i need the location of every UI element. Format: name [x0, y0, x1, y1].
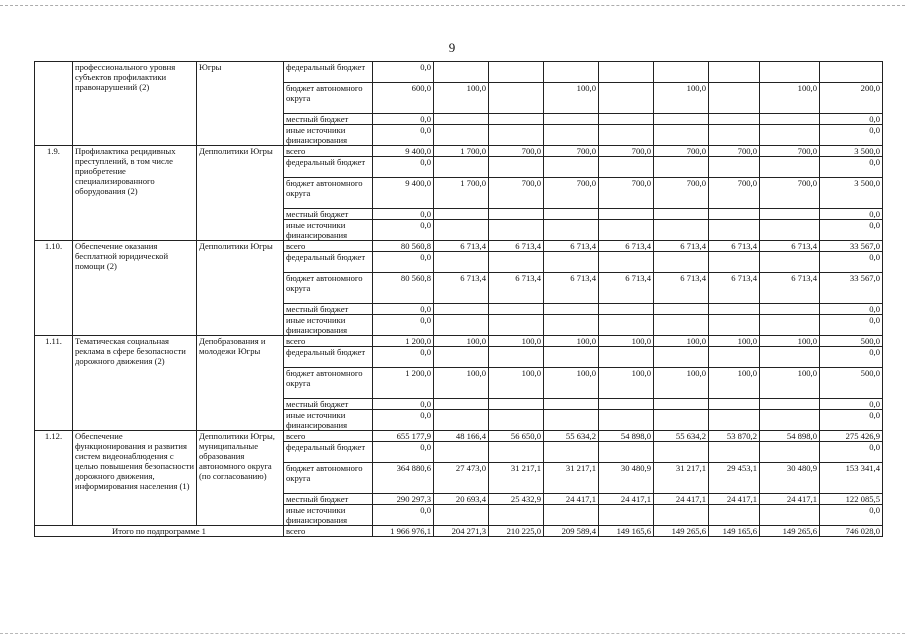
amount-cell — [709, 252, 760, 273]
amount-cell — [760, 505, 820, 526]
amount-cell — [599, 157, 654, 178]
amount-cell — [654, 220, 709, 241]
amount-cell: 100,0 — [760, 83, 820, 114]
funding-source-cell: всего — [284, 241, 373, 252]
scan-edge-bottom — [0, 633, 905, 634]
amount-cell — [760, 209, 820, 220]
amount-cell — [709, 114, 760, 125]
amount-cell: 500,0 — [820, 336, 883, 347]
funding-source-cell: местный бюджет — [284, 494, 373, 505]
amount-cell: 500,0 — [820, 368, 883, 399]
amount-cell: 100,0 — [654, 336, 709, 347]
executor-cell: Депполитики Югры — [197, 241, 284, 336]
amount-cell: 100,0 — [599, 368, 654, 399]
funding-source-cell: всего — [284, 336, 373, 347]
amount-cell: 29 453,1 — [709, 463, 760, 494]
amount-cell: 0,0 — [820, 505, 883, 526]
amount-cell: 700,0 — [709, 146, 760, 157]
total-row — [35, 526, 883, 537]
amount-cell — [654, 252, 709, 273]
amount-cell: 56 650,0 — [489, 431, 544, 442]
amount-cell — [599, 410, 654, 431]
amount-cell: 48 166,4 — [434, 431, 489, 442]
total-amount-cell: 149 165,6 — [709, 526, 760, 537]
row-number-cell: 1.9. — [35, 146, 73, 241]
amount-cell — [434, 209, 489, 220]
amount-cell — [434, 157, 489, 178]
amount-cell: 24 417,1 — [709, 494, 760, 505]
amount-cell — [760, 252, 820, 273]
amount-cell: 100,0 — [760, 336, 820, 347]
amount-cell — [760, 304, 820, 315]
amount-cell: 9 400,0 — [373, 178, 434, 209]
amount-cell — [544, 410, 599, 431]
amount-cell — [544, 125, 599, 146]
amount-cell — [489, 399, 544, 410]
amount-cell — [434, 114, 489, 125]
amount-cell — [760, 220, 820, 241]
amount-cell — [709, 304, 760, 315]
table-row — [35, 62, 883, 83]
amount-cell — [489, 347, 544, 368]
amount-cell: 700,0 — [654, 146, 709, 157]
amount-cell — [654, 399, 709, 410]
amount-cell — [654, 505, 709, 526]
amount-cell: 24 417,1 — [544, 494, 599, 505]
total-amount-cell: 149 265,6 — [760, 526, 820, 537]
amount-cell — [544, 157, 599, 178]
amount-cell: 0,0 — [820, 410, 883, 431]
amount-cell: 0,0 — [373, 220, 434, 241]
amount-cell: 100,0 — [760, 368, 820, 399]
amount-cell — [709, 315, 760, 336]
amount-cell — [599, 315, 654, 336]
amount-cell — [654, 62, 709, 83]
amount-cell: 0,0 — [373, 62, 434, 83]
amount-cell — [709, 410, 760, 431]
amount-cell: 0,0 — [820, 252, 883, 273]
amount-cell: 0,0 — [373, 125, 434, 146]
funding-source-cell: федеральный бюджет — [284, 157, 373, 178]
funding-source-cell: всего — [284, 146, 373, 157]
amount-cell — [599, 505, 654, 526]
funding-source-cell: бюджет автономного округа — [284, 83, 373, 114]
amount-cell: 0,0 — [820, 399, 883, 410]
amount-cell — [709, 209, 760, 220]
funding-source-cell: местный бюджет — [284, 304, 373, 315]
funding-source-cell: иные источники финансирования — [284, 505, 373, 526]
amount-cell — [489, 83, 544, 114]
budget-table — [34, 61, 883, 537]
amount-cell — [434, 304, 489, 315]
amount-cell — [709, 505, 760, 526]
amount-cell: 700,0 — [489, 178, 544, 209]
amount-cell: 0,0 — [373, 304, 434, 315]
amount-cell — [544, 304, 599, 315]
funding-source-cell: иные источники финансирования — [284, 125, 373, 146]
amount-cell: 1 700,0 — [434, 146, 489, 157]
funding-source-cell: федеральный бюджет — [284, 347, 373, 368]
total-amount-cell: 204 271,3 — [434, 526, 489, 537]
amount-cell: 700,0 — [544, 146, 599, 157]
amount-cell: 1 200,0 — [373, 336, 434, 347]
table-row — [35, 336, 883, 347]
amount-cell — [434, 252, 489, 273]
amount-cell — [599, 114, 654, 125]
amount-cell: 6 713,4 — [434, 241, 489, 252]
scan-edge-top — [0, 5, 905, 6]
amount-cell: 700,0 — [544, 178, 599, 209]
amount-cell — [760, 114, 820, 125]
funding-source-cell: федеральный бюджет — [284, 62, 373, 83]
amount-cell — [654, 125, 709, 146]
executor-cell: Депполитики Югры — [197, 146, 284, 241]
amount-cell: 100,0 — [599, 336, 654, 347]
amount-cell — [434, 62, 489, 83]
amount-cell: 655 177,9 — [373, 431, 434, 442]
amount-cell: 0,0 — [820, 315, 883, 336]
total-amount-cell: 209 589,4 — [544, 526, 599, 537]
amount-cell: 153 341,4 — [820, 463, 883, 494]
amount-cell: 122 085,5 — [820, 494, 883, 505]
amount-cell — [599, 399, 654, 410]
table-row — [35, 146, 883, 157]
amount-cell — [489, 442, 544, 463]
funding-source-cell: бюджет автономного округа — [284, 273, 373, 304]
amount-cell: 6 713,4 — [599, 241, 654, 252]
amount-cell — [709, 442, 760, 463]
amount-cell — [654, 315, 709, 336]
amount-cell — [544, 220, 599, 241]
amount-cell: 6 713,4 — [544, 241, 599, 252]
amount-cell: 100,0 — [489, 368, 544, 399]
amount-cell: 6 713,4 — [489, 273, 544, 304]
amount-cell — [599, 209, 654, 220]
amount-cell — [544, 252, 599, 273]
amount-cell: 700,0 — [599, 146, 654, 157]
amount-cell — [654, 410, 709, 431]
amount-cell — [760, 399, 820, 410]
amount-cell — [489, 220, 544, 241]
amount-cell: 0,0 — [820, 304, 883, 315]
amount-cell — [709, 347, 760, 368]
amount-cell — [434, 442, 489, 463]
amount-cell — [544, 442, 599, 463]
amount-cell — [434, 347, 489, 368]
executor-cell: Югры — [197, 62, 284, 146]
amount-cell — [709, 125, 760, 146]
amount-cell: 3 500,0 — [820, 178, 883, 209]
amount-cell: 100,0 — [434, 83, 489, 114]
amount-cell: 100,0 — [544, 336, 599, 347]
amount-cell: 33 567,0 — [820, 273, 883, 304]
amount-cell — [544, 505, 599, 526]
amount-cell — [760, 347, 820, 368]
row-number-cell: 1.10. — [35, 241, 73, 336]
amount-cell — [654, 347, 709, 368]
total-amount-cell: 746 028,0 — [820, 526, 883, 537]
amount-cell: 25 432,9 — [489, 494, 544, 505]
amount-cell: 0,0 — [373, 252, 434, 273]
amount-cell: 80 560,8 — [373, 273, 434, 304]
amount-cell: 700,0 — [654, 178, 709, 209]
amount-cell: 33 567,0 — [820, 241, 883, 252]
amount-cell — [434, 315, 489, 336]
funding-source-cell: бюджет автономного округа — [284, 368, 373, 399]
amount-cell: 0,0 — [373, 315, 434, 336]
amount-cell: 0,0 — [820, 125, 883, 146]
amount-cell: 100,0 — [434, 336, 489, 347]
amount-cell — [599, 442, 654, 463]
amount-cell: 0,0 — [820, 442, 883, 463]
funding-source-cell: федеральный бюджет — [284, 442, 373, 463]
amount-cell: 6 713,4 — [544, 273, 599, 304]
funding-source-cell: местный бюджет — [284, 114, 373, 125]
amount-cell: 364 880,6 — [373, 463, 434, 494]
amount-cell — [760, 125, 820, 146]
amount-cell — [434, 399, 489, 410]
amount-cell: 30 480,9 — [599, 463, 654, 494]
amount-cell: 100,0 — [654, 368, 709, 399]
amount-cell: 700,0 — [599, 178, 654, 209]
amount-cell: 0,0 — [373, 347, 434, 368]
amount-cell: 31 217,1 — [654, 463, 709, 494]
amount-cell: 0,0 — [373, 410, 434, 431]
amount-cell — [599, 304, 654, 315]
amount-cell: 27 473,0 — [434, 463, 489, 494]
amount-cell: 700,0 — [760, 178, 820, 209]
total-amount-cell: 149 165,6 — [599, 526, 654, 537]
amount-cell: 200,0 — [820, 83, 883, 114]
amount-cell: 100,0 — [489, 336, 544, 347]
amount-cell — [760, 410, 820, 431]
funding-source-cell: иные источники финансирования — [284, 220, 373, 241]
executor-cell: Депполитики Югры, муниципальные образования автономного округа (по согласованию) — [197, 431, 284, 526]
amount-cell — [599, 347, 654, 368]
amount-cell: 700,0 — [709, 178, 760, 209]
funding-source-cell: федеральный бюджет — [284, 252, 373, 273]
amount-cell: 600,0 — [373, 83, 434, 114]
amount-cell: 1 200,0 — [373, 368, 434, 399]
executor-cell: Депобразования и молодежи Югры — [197, 336, 284, 431]
amount-cell — [654, 114, 709, 125]
amount-cell: 100,0 — [434, 368, 489, 399]
amount-cell — [489, 505, 544, 526]
total-amount-cell: 210 225,0 — [489, 526, 544, 537]
amount-cell — [654, 157, 709, 178]
funding-source-cell: бюджет автономного округа — [284, 178, 373, 209]
activity-name-cell: Тематическая социальная реклама в сфере безопасности дорожного движения (2) — [73, 336, 197, 431]
amount-cell: 0,0 — [820, 220, 883, 241]
amount-cell — [489, 157, 544, 178]
amount-cell: 54 898,0 — [599, 431, 654, 442]
amount-cell: 6 713,4 — [654, 273, 709, 304]
amount-cell — [489, 125, 544, 146]
amount-cell — [709, 62, 760, 83]
amount-cell — [760, 157, 820, 178]
amount-cell: 0,0 — [373, 505, 434, 526]
activity-name-cell: Профилактика рецидивных преступлений, в том числе приобретение специализированного оборудования (2) — [73, 146, 197, 241]
page-number: 9 — [448, 40, 456, 55]
total-amount-cell: 149 265,6 — [654, 526, 709, 537]
amount-cell — [709, 220, 760, 241]
row-number-cell — [35, 62, 73, 146]
amount-cell: 0,0 — [373, 114, 434, 125]
amount-cell: 6 713,4 — [599, 273, 654, 304]
amount-cell: 31 217,1 — [544, 463, 599, 494]
amount-cell — [820, 62, 883, 83]
amount-cell — [760, 442, 820, 463]
total-label-cell: Итого по подпрограмме 1 — [35, 526, 284, 537]
amount-cell: 53 870,2 — [709, 431, 760, 442]
amount-cell: 6 713,4 — [760, 273, 820, 304]
amount-cell — [709, 83, 760, 114]
amount-cell: 100,0 — [709, 368, 760, 399]
amount-cell — [434, 505, 489, 526]
amount-cell — [489, 315, 544, 336]
funding-source-cell: иные источники финансирования — [284, 410, 373, 431]
amount-cell: 100,0 — [544, 368, 599, 399]
amount-cell: 20 693,4 — [434, 494, 489, 505]
amount-cell — [709, 399, 760, 410]
amount-cell — [434, 410, 489, 431]
funding-source-cell: бюджет автономного округа — [284, 463, 373, 494]
amount-cell: 3 500,0 — [820, 146, 883, 157]
amount-cell — [599, 125, 654, 146]
amount-cell — [599, 83, 654, 114]
funding-source-cell: всего — [284, 526, 373, 537]
amount-cell: 6 713,4 — [489, 241, 544, 252]
amount-cell: 0,0 — [373, 157, 434, 178]
activity-name-cell: Обеспечение оказания бесплатной юридической помощи (2) — [73, 241, 197, 336]
amount-cell — [544, 315, 599, 336]
amount-cell: 100,0 — [709, 336, 760, 347]
row-number-cell: 1.11. — [35, 336, 73, 431]
amount-cell: 100,0 — [544, 83, 599, 114]
amount-cell — [599, 62, 654, 83]
amount-cell — [760, 315, 820, 336]
amount-cell: 700,0 — [489, 146, 544, 157]
amount-cell — [760, 62, 820, 83]
amount-cell: 1 700,0 — [434, 178, 489, 209]
amount-cell: 9 400,0 — [373, 146, 434, 157]
amount-cell — [489, 62, 544, 83]
funding-source-cell: иные источники финансирования — [284, 315, 373, 336]
amount-cell: 0,0 — [820, 114, 883, 125]
amount-cell: 0,0 — [373, 209, 434, 220]
amount-cell: 54 898,0 — [760, 431, 820, 442]
amount-cell: 0,0 — [820, 347, 883, 368]
table-row — [35, 431, 883, 442]
amount-cell: 0,0 — [820, 209, 883, 220]
amount-cell — [654, 442, 709, 463]
amount-cell — [709, 157, 760, 178]
amount-cell — [489, 252, 544, 273]
amount-cell: 6 713,4 — [654, 241, 709, 252]
amount-cell — [544, 114, 599, 125]
activity-name-cell: профессионального уровня субъектов профилактики правонарушений (2) — [73, 62, 197, 146]
amount-cell: 6 713,4 — [434, 273, 489, 304]
amount-cell: 275 426,9 — [820, 431, 883, 442]
amount-cell — [544, 62, 599, 83]
table-row — [35, 241, 883, 252]
amount-cell: 100,0 — [654, 83, 709, 114]
amount-cell: 30 480,9 — [760, 463, 820, 494]
amount-cell — [489, 410, 544, 431]
amount-cell — [654, 304, 709, 315]
amount-cell: 31 217,1 — [489, 463, 544, 494]
amount-cell — [544, 347, 599, 368]
amount-cell — [544, 399, 599, 410]
amount-cell: 6 713,4 — [709, 241, 760, 252]
funding-source-cell: местный бюджет — [284, 209, 373, 220]
amount-cell: 0,0 — [820, 157, 883, 178]
amount-cell — [434, 125, 489, 146]
amount-cell: 290 297,3 — [373, 494, 434, 505]
activity-name-cell: Обеспечение функционирования и развития систем видеонаблюдения с целью повышения безопасности дорожного движения, информирования населения (1) — [73, 431, 197, 526]
amount-cell: 0,0 — [373, 399, 434, 410]
amount-cell — [434, 220, 489, 241]
amount-cell: 24 417,1 — [654, 494, 709, 505]
amount-cell: 700,0 — [760, 146, 820, 157]
amount-cell: 55 634,2 — [654, 431, 709, 442]
amount-cell: 6 713,4 — [709, 273, 760, 304]
amount-cell — [599, 252, 654, 273]
amount-cell: 24 417,1 — [599, 494, 654, 505]
row-number-cell: 1.12. — [35, 431, 73, 526]
funding-source-cell: местный бюджет — [284, 399, 373, 410]
amount-cell — [599, 220, 654, 241]
amount-cell — [489, 209, 544, 220]
amount-cell — [489, 114, 544, 125]
amount-cell — [654, 209, 709, 220]
amount-cell — [489, 304, 544, 315]
total-amount-cell: 1 966 976,1 — [373, 526, 434, 537]
amount-cell: 80 560,8 — [373, 241, 434, 252]
amount-cell: 0,0 — [373, 442, 434, 463]
amount-cell: 6 713,4 — [760, 241, 820, 252]
amount-cell: 24 417,1 — [760, 494, 820, 505]
amount-cell — [544, 209, 599, 220]
funding-source-cell: всего — [284, 431, 373, 442]
amount-cell: 55 634,2 — [544, 431, 599, 442]
